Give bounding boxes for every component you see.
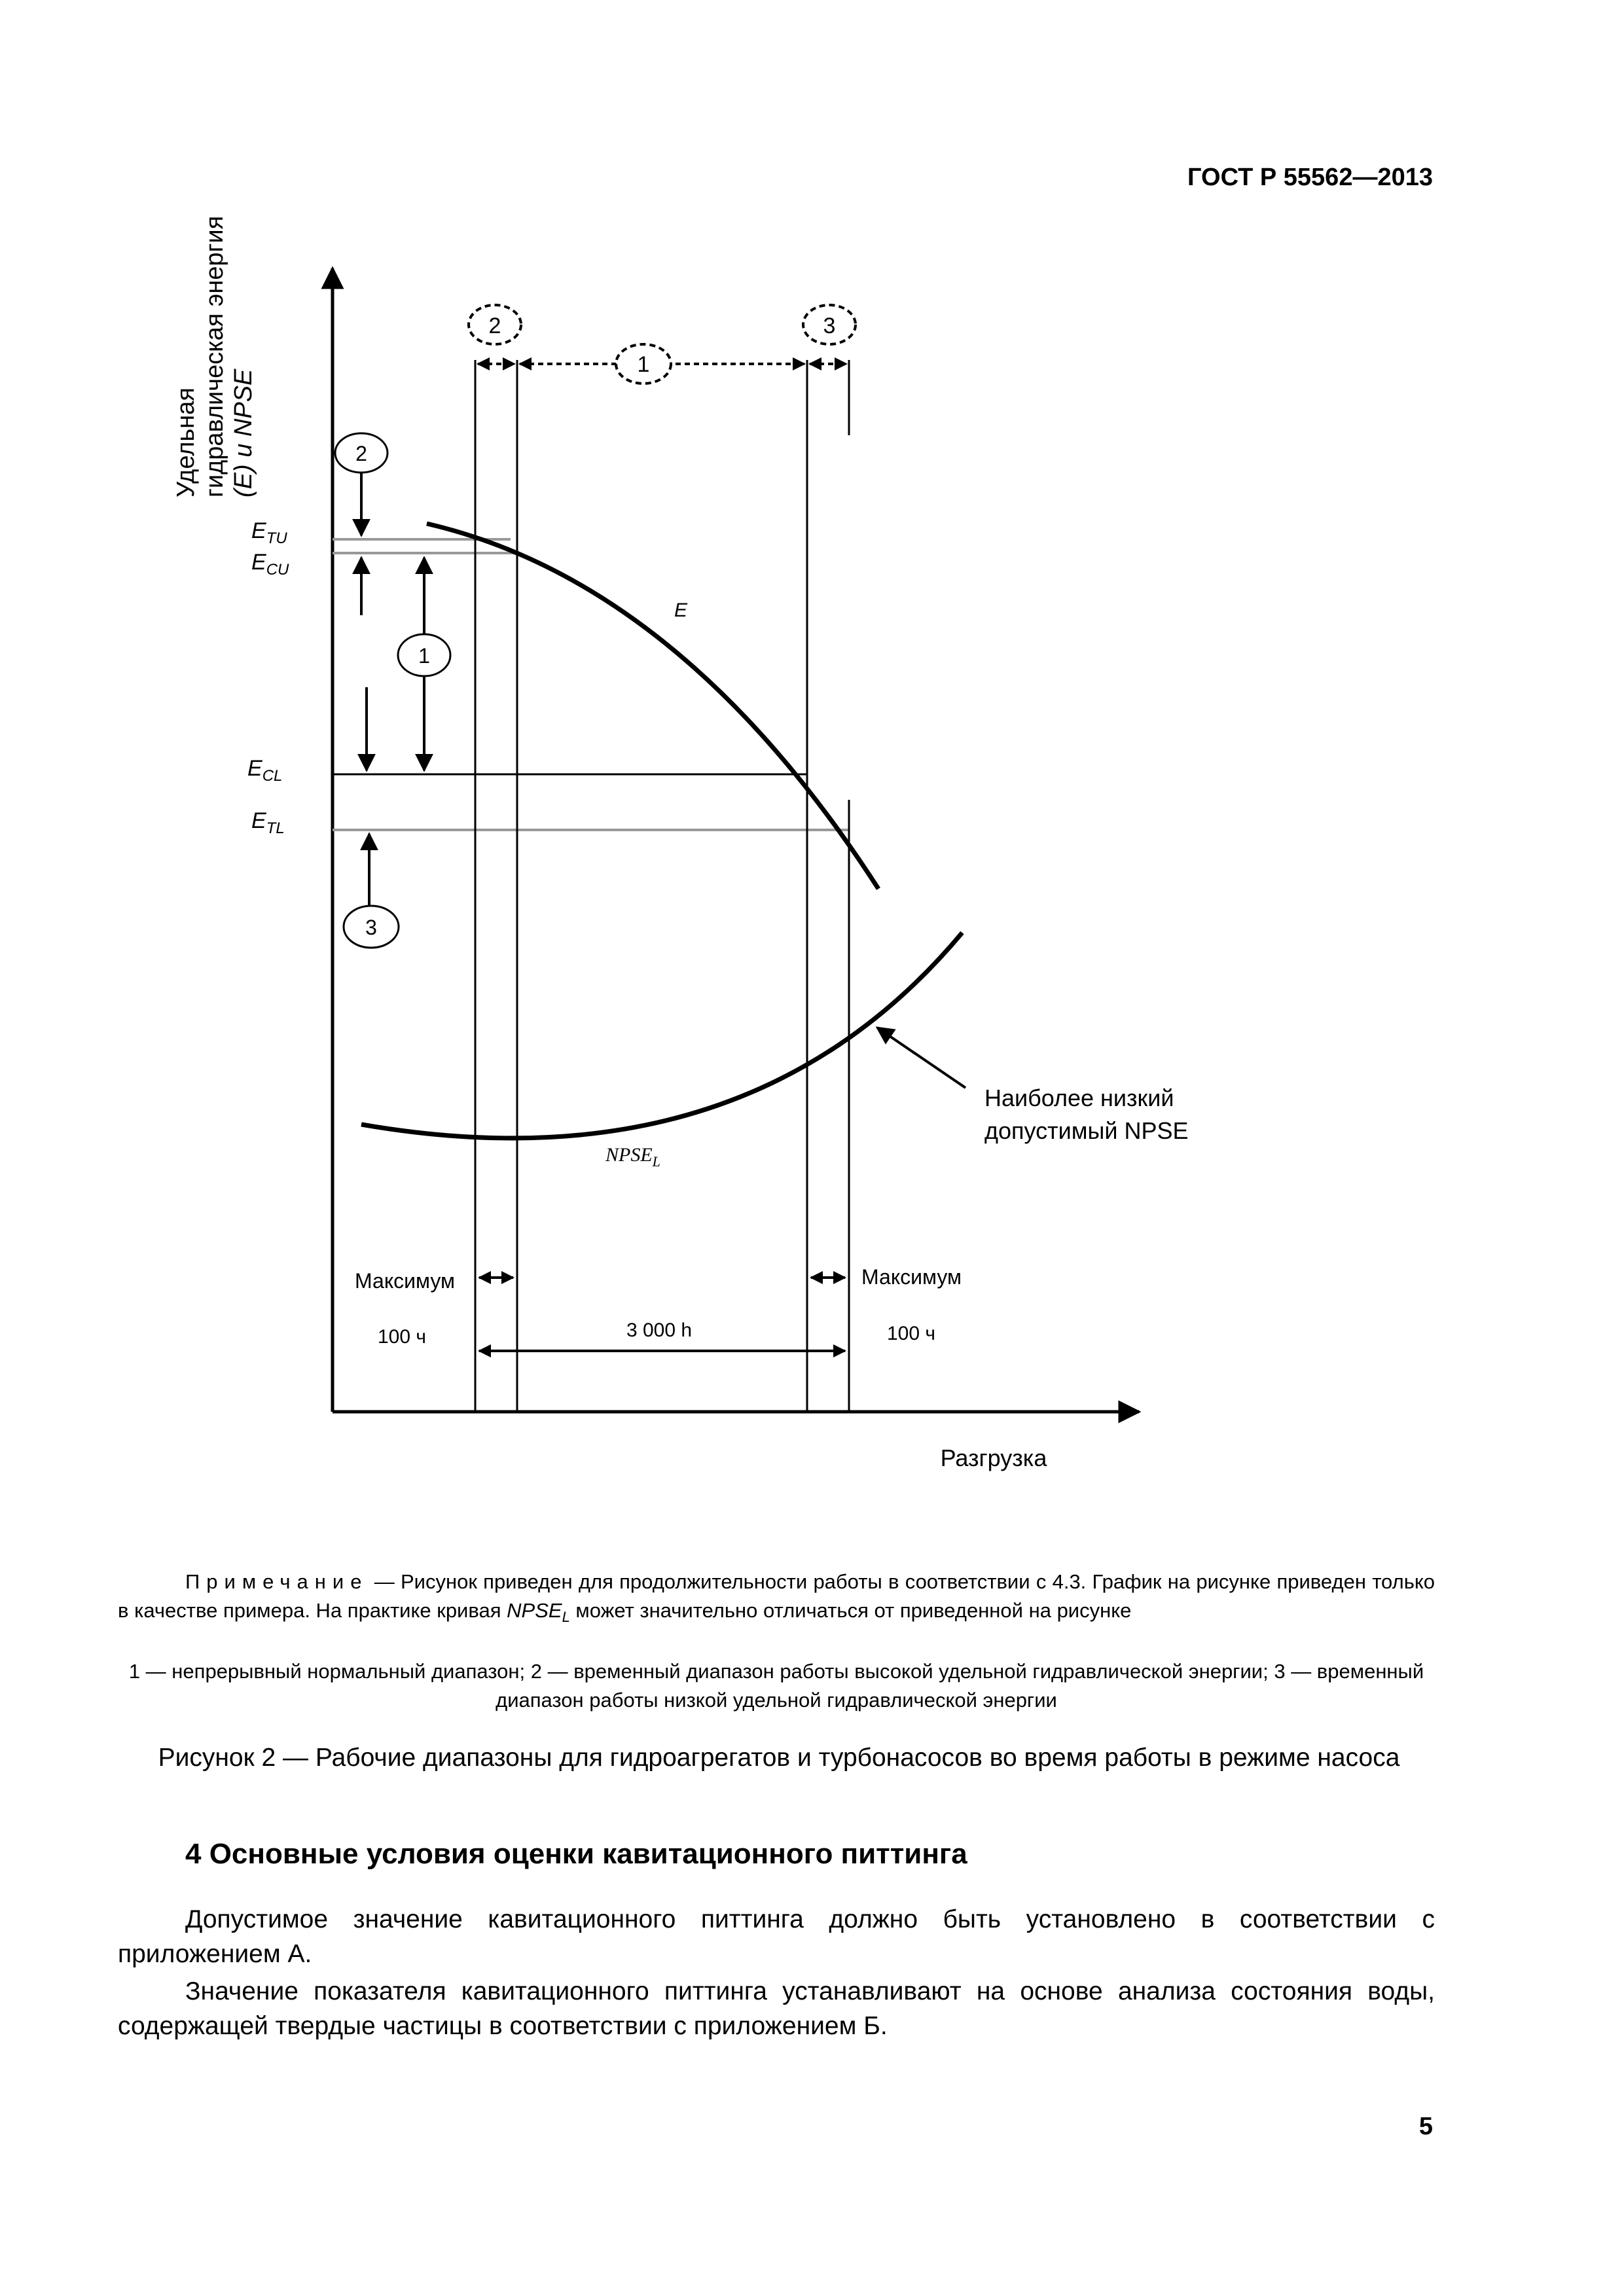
svg-text:1: 1: [637, 352, 650, 377]
curve-npsel-label: $NPSE_L$: [605, 1144, 660, 1170]
mid-duration-label: 3 000 h: [626, 1319, 693, 1341]
label-etu: $E_{TU}$: [251, 518, 287, 547]
annotation-line-1: Наиболее низкий: [984, 1085, 1174, 1111]
svg-text:2: 2: [355, 442, 367, 465]
svg-text:(E) и NPSE: (E) и NPSE: [230, 368, 257, 497]
label-etl: $E_{TL}$: [251, 808, 285, 837]
figure-note: [118, 1568, 1435, 1632]
note-npse-sub: L: [562, 1609, 570, 1626]
svg-text:2: 2: [488, 314, 501, 338]
right-max-value: 100 ч: [887, 1323, 936, 1344]
left-max-label: Максимум: [355, 1269, 456, 1293]
top-marker-1: [616, 344, 671, 384]
note-label: Примечание: [185, 1570, 369, 1593]
svg-text:3: 3: [823, 314, 836, 338]
side-marker-1: [398, 634, 450, 676]
curve-e-label: E: [674, 600, 688, 621]
curve-e: [427, 524, 878, 889]
svg-text:3: 3: [365, 916, 377, 939]
x-axis-label: Разгрузка: [940, 1444, 1047, 1471]
top-marker-2: [469, 305, 521, 344]
figure-caption: Рисунок 2 — Рабочие диапазоны для гидроагрегатов и турбонасосов во время работы в режиме насоса: [158, 1744, 1400, 1772]
left-max-value: 100 ч: [378, 1326, 427, 1348]
y-axis-label: [172, 216, 257, 497]
svg-text:1: 1: [418, 644, 430, 668]
note-text-b: может значительно отличаться от приведенной на рисунке: [569, 1599, 1132, 1622]
paragraph-2: Значение показателя кавитационного питтинга устанавливают на основе анализа состояния воды, содержащей твердые частицы в соответствии с приложением Б.: [118, 1977, 1435, 2040]
section-heading: 4 Основные условия оценки кавитационного питтинга: [185, 1838, 967, 1870]
label-ecl: $E_{CL}$: [247, 756, 283, 785]
note-text-a: — Рисунок приведен для продолжительности работы в соответствии с 4.3. График на рисунке приведен только в качестве примера. На практике кривая: [118, 1570, 1435, 1622]
curve-npsel: [361, 933, 962, 1138]
note-npse: NPSE: [507, 1599, 562, 1622]
document-code: ГОСТ Р 55562—2013: [1187, 164, 1433, 191]
page-number: 5: [1418, 2113, 1433, 2140]
svg-text:гидравлическая энергия: гидравлическая энергия: [201, 215, 228, 497]
side-marker-2: [335, 433, 388, 473]
top-marker-3: [803, 305, 856, 344]
annotation-line-2: допустимый NPSE: [984, 1117, 1189, 1144]
right-max-label: Максимум: [861, 1265, 962, 1289]
paragraph-1: Допустимое значение кавитационного питтинга должно быть установлено в соответствии с приложением А.: [118, 1905, 1435, 1968]
svg-text:Удельная: Удельная: [172, 387, 200, 497]
annotation-pointer: [877, 1028, 965, 1088]
label-ecu: $E_{CU}$: [251, 550, 289, 579]
side-marker-3: [344, 906, 399, 948]
figure-legend: 1 — непрерывный нормальный диапазон; 2 — временный диапазон работы высокой удельной гидравлической энергии; 3 — временный диапазон работы низкой удельной гидравлической энергии: [128, 1660, 1424, 1712]
